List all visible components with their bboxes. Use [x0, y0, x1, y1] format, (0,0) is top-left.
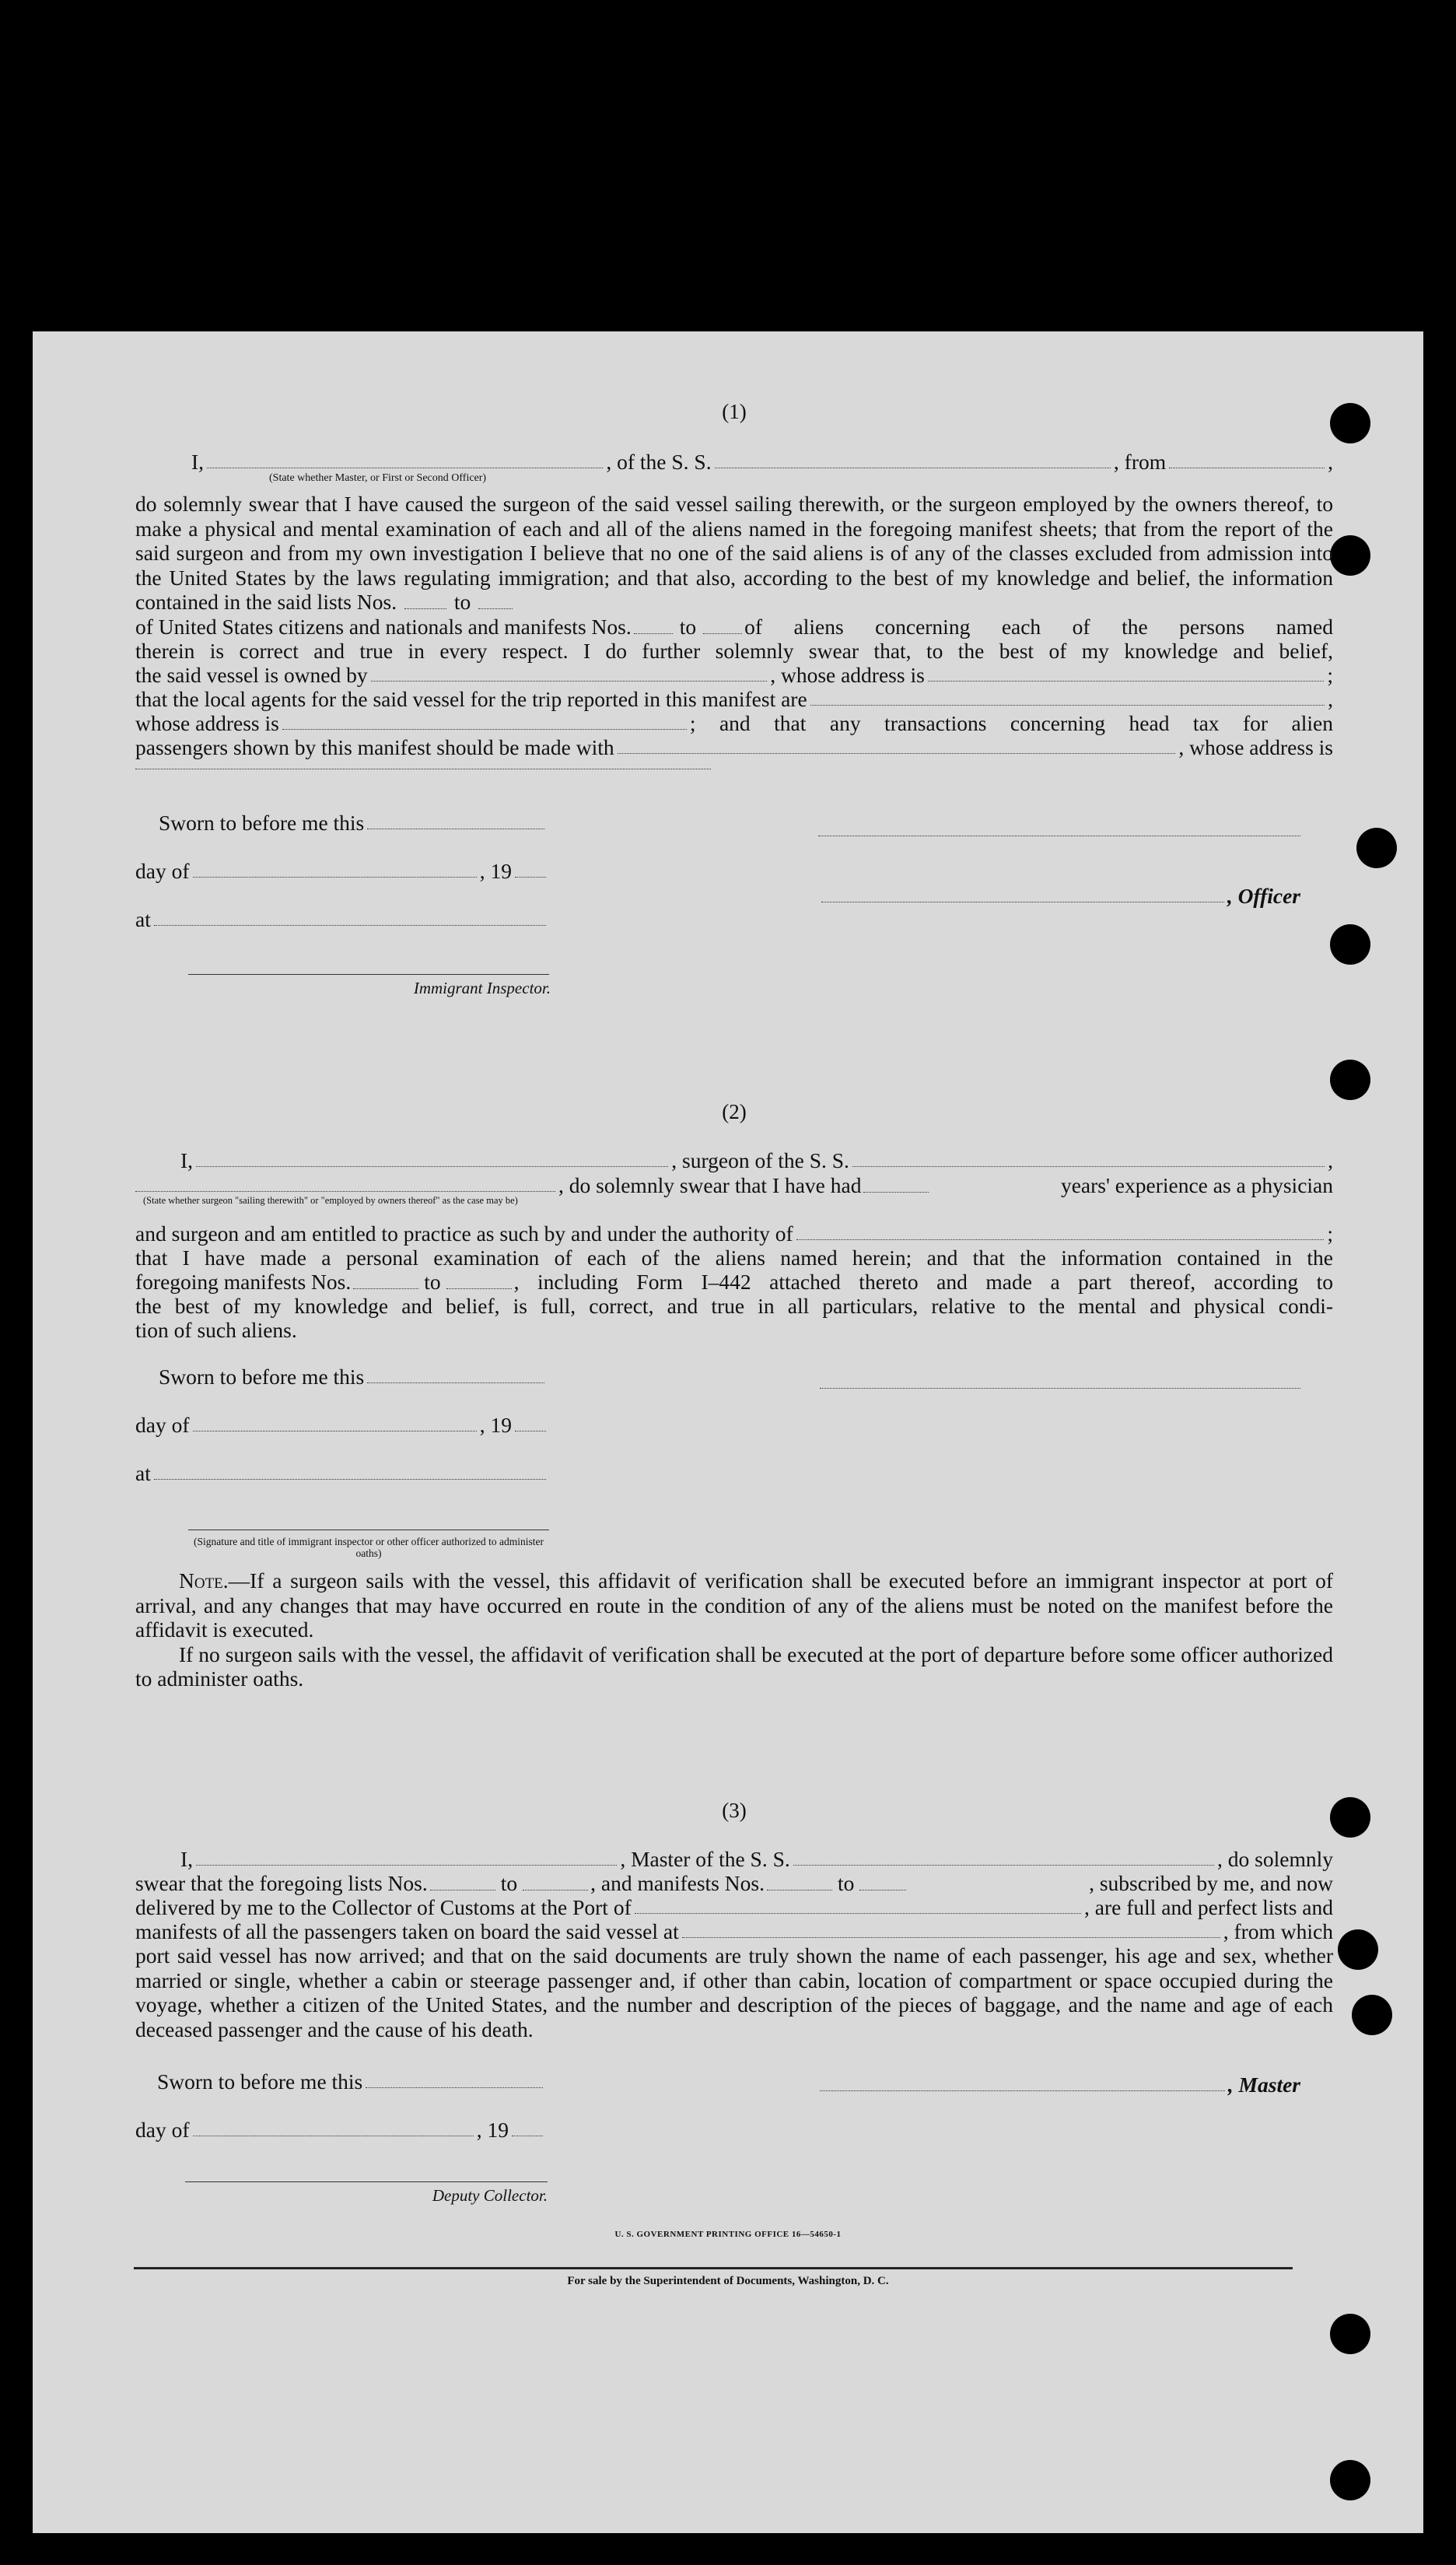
- line-end-comma: ,: [1328, 450, 1334, 474]
- at-label: at: [135, 1461, 151, 1485]
- note-label: Note.: [179, 1568, 229, 1593]
- agents-label: that the local agents for the said vessel for the trip reported in this manifest are: [135, 686, 807, 711]
- day-of-label: day of: [135, 859, 190, 883]
- punch-hole: [1330, 2314, 1370, 2354]
- note-block: [135, 1568, 1333, 1691]
- manifest-to-blank[interactable]: [446, 1288, 512, 1289]
- years-blank[interactable]: [863, 1192, 929, 1193]
- semicolon: ;: [1327, 1221, 1333, 1246]
- to-label: to: [837, 1871, 855, 1895]
- head-tax-agent-blank[interactable]: [618, 753, 1176, 754]
- aliens-text: of aliens concerning each of the persons named: [744, 614, 1333, 639]
- manifests-all-text: manifests of all the passengers taken on board the said vessel at: [135, 1919, 679, 1943]
- agent-address-line: [135, 711, 1333, 735]
- officer-instruction: (State whether Master, or First or Second Officer): [269, 472, 487, 484]
- at-line: [135, 907, 1333, 931]
- authority-text: and surgeon and am entitled to practice as such by and under the authority of: [135, 1221, 793, 1246]
- punch-hole: [1356, 828, 1397, 868]
- section-1-oath: [135, 492, 1333, 769]
- oath-text: do solemnly swear that I have caused the surgeon of the said vessel sailing therewith, or the surgeon employed by the owners thereof, to make a physical and mental examination of each and all of the aliens named in the foregoing manifest sheets; that from the report of the said surgeon and from my own investigation I believe that no one of the said aliens is of any of the classes excluded from admission into the United States by the laws regulating immigration; and that also, according to the best of my knowledge and belief, the information contained in the said lists Nos.: [135, 492, 1333, 614]
- section-3-number: (3): [722, 1799, 747, 1822]
- swear-line: [135, 1173, 1333, 1207]
- punch-hole: [1330, 403, 1370, 443]
- surgeon-signature-blank[interactable]: [820, 1388, 1300, 1389]
- sworn-label: Sworn to before me this: [159, 811, 365, 835]
- head-tax-text: ; and that any transactions concerning head tax for alien: [689, 710, 1333, 735]
- day-of-line: [135, 2118, 1333, 2142]
- at-label: at: [135, 907, 151, 931]
- vessel-name-blank[interactable]: [793, 1865, 1214, 1866]
- pronoun-i: I,: [191, 450, 205, 474]
- agent-address-blank[interactable]: [282, 729, 687, 730]
- full-lists-text: , are full and perfect lists and: [1084, 1895, 1333, 1919]
- best-text: the best of my knowledge and belief, is full, correct, and true in all particulars, relative to the mental and physical condi-: [135, 1294, 1333, 1318]
- owner-address-blank[interactable]: [928, 681, 1325, 682]
- head-tax-address-blank[interactable]: [135, 759, 711, 769]
- sworn-day-blank[interactable]: [367, 1382, 544, 1383]
- day-of-label: day of: [135, 2118, 190, 2142]
- section-3-body: [135, 1847, 1333, 2041]
- port-blank[interactable]: [635, 1913, 1081, 1914]
- sworn-day-blank[interactable]: [366, 2087, 543, 2088]
- manifest-from-blank[interactable]: [634, 633, 673, 634]
- passengers-text: passengers shown by this manifest should be made with: [135, 734, 614, 759]
- year-label: , 19: [479, 1413, 512, 1437]
- list-to-blank[interactable]: [478, 608, 513, 609]
- section-1-header-line: [135, 450, 1333, 485]
- to-label: to: [453, 590, 471, 614]
- exam-text: that I have made a personal examination of each of the aliens named herein; and that the information contained in the: [135, 1246, 1333, 1270]
- citizens-line: [135, 615, 1333, 639]
- section-1-number: (1): [722, 400, 747, 423]
- punch-hole: [1330, 1797, 1370, 1838]
- comma: ,: [1328, 1148, 1333, 1172]
- agents-blank[interactable]: [810, 705, 1325, 706]
- collector-signature-line[interactable]: [185, 2181, 548, 2182]
- year-label: , 19: [476, 2118, 509, 2142]
- sworn-label: Sworn to before me this: [159, 1365, 365, 1389]
- note-text-1: —If a surgeon sails with the vessel, this affidavit of verification shall be executed before an immigrant inspector at port of arrival, and any changes that may have occurred en route in the condition of any of the aliens must be noted on the manifest before the affidavit is executed.: [135, 1568, 1333, 1642]
- note-paragraph-1: [135, 1568, 1333, 1642]
- master-of-label: , Master of the S. S.: [620, 1847, 790, 1871]
- owned-by-label: the said vessel is owned by: [135, 662, 368, 687]
- to-label: to: [679, 614, 697, 639]
- surgeon-instruction: (State whether surgeon "sailing therewith" or "employed by owners thereof" as the case may be): [143, 1195, 518, 1206]
- correct-text: therein is correct and true in every respect. I do further solemnly swear that, to the best of my knowledge and belief,: [135, 638, 1333, 663]
- foregoing-text: foregoing manifests Nos.: [135, 1270, 352, 1294]
- surgeon-name-blank[interactable]: [196, 1166, 668, 1167]
- day-of-line: [135, 1413, 1333, 1437]
- manifests-label: , and manifests Nos.: [590, 1871, 765, 1895]
- address-label: , whose address is: [1178, 734, 1333, 759]
- including-text: , including Form I–442 attached thereto and made a part thereof, according to: [513, 1270, 1333, 1294]
- officer-label: , Officer: [1227, 884, 1300, 908]
- correct-line: [135, 639, 1333, 663]
- do-solemnly-text: , do solemnly: [1217, 1847, 1334, 1871]
- punch-hole: [1330, 2460, 1370, 2500]
- from-label: , from: [1113, 450, 1167, 474]
- agents-line: [135, 687, 1333, 711]
- from-which-text: , from which: [1223, 1919, 1333, 1943]
- surgeon-status-blank[interactable]: [135, 1191, 555, 1192]
- semicolon: ;: [1327, 662, 1333, 687]
- master-label: , Master: [1227, 2073, 1300, 2097]
- month-blank[interactable]: [193, 877, 477, 878]
- surgeon-line: [135, 1148, 1333, 1172]
- punch-hole: [1330, 1060, 1370, 1100]
- inspector-signature-line[interactable]: [188, 974, 549, 975]
- of-ss-label: , of the S. S.: [606, 450, 712, 474]
- owner-line: [135, 663, 1333, 687]
- vessel-name-blank[interactable]: [852, 1166, 1325, 1167]
- section-3-paragraph: port said vessel has now arrived; and that on the said documents are truly shown the name of each passenger, his age and sex, whether married or single, whether a cabin or steerage passenger and, if other than cabin, location of compartment or space occupied during the voyage, whether a citizen of the United States, and the number and description of the pieces of baggage, and the name and age of each deceased passenger and the cause of his death.: [135, 1943, 1333, 2041]
- section-2-number: (2): [722, 1100, 747, 1123]
- day-of-line: [135, 859, 1333, 883]
- document-page: [33, 331, 1423, 2533]
- master-name-blank[interactable]: [196, 1865, 617, 1866]
- year-label: , 19: [479, 859, 512, 883]
- printing-office-line: U. S. GOVERNMENT PRINTING OFFICE 16—54650-1: [614, 2230, 842, 2239]
- sworn-label: Sworn to before me this: [157, 2069, 363, 2094]
- year-blank[interactable]: [515, 877, 546, 878]
- at-line: [135, 1461, 1333, 1485]
- inspector-label: Immigrant Inspector.: [413, 979, 551, 997]
- punch-hole: [1330, 924, 1370, 965]
- collector-label: Deputy Collector.: [432, 2186, 548, 2205]
- swear-text: , do solemnly swear that I have had: [558, 1173, 862, 1197]
- authority-blank[interactable]: [796, 1239, 1325, 1240]
- signature-instruction: (Signature and title of immigrant inspector or other officer authorized to administer oaths): [194, 1536, 544, 1559]
- to-label: to: [424, 1270, 441, 1294]
- place-blank[interactable]: [154, 1479, 546, 1480]
- punch-hole: [1330, 535, 1370, 576]
- to-label: to: [500, 1871, 518, 1895]
- note-paragraph-2: If no surgeon sails with the vessel, the affidavit of verification shall be executed at the port of departure before some officer authorized to administer oaths.: [135, 1642, 1333, 1691]
- section-1-paragraph: [135, 492, 1333, 615]
- day-of-label: day of: [135, 1413, 190, 1437]
- passengers-line: [135, 735, 1333, 759]
- manifest-to-blank[interactable]: [703, 633, 742, 634]
- swear-lists-text: swear that the foregoing lists Nos.: [135, 1871, 428, 1895]
- place-blank[interactable]: [154, 925, 546, 926]
- years-text: years' experience as a physician: [1060, 1173, 1333, 1197]
- such-text: tion of such aliens.: [135, 1318, 297, 1342]
- comma: ,: [1328, 686, 1333, 711]
- pronoun-i: I,: [180, 1847, 194, 1871]
- sale-notice: For sale by the Superintendent of Documents, Washington, D. C.: [567, 2275, 889, 2287]
- subscribed-text: , subscribed by me, and now: [1089, 1871, 1333, 1895]
- owner-blank[interactable]: [371, 681, 768, 682]
- delivered-text: delivered by me to the Collector of Customs at the Port of: [135, 1895, 632, 1919]
- section-3-sworn-block: [135, 2069, 1333, 2097]
- master-signature-blank[interactable]: [820, 2090, 1225, 2091]
- pronoun-i: I,: [180, 1148, 194, 1172]
- manifest-from-blank[interactable]: [353, 1288, 418, 1289]
- address-label: whose address is: [135, 710, 279, 735]
- punch-hole: [1352, 1995, 1392, 2035]
- citizens-text: of United States citizens and nationals and manifests Nos.: [135, 614, 632, 639]
- section-2-sworn-block: [135, 1365, 1333, 1389]
- section-1-sworn-block: [135, 811, 1333, 835]
- departure-port-blank[interactable]: [682, 1937, 1220, 1938]
- address-label: , whose address is: [770, 662, 925, 687]
- footer-rule: [134, 2267, 1293, 2269]
- list-from-blank[interactable]: [404, 608, 446, 609]
- punch-hole: [1338, 1929, 1378, 1970]
- section-2-body: [135, 1221, 1333, 1342]
- surgeon-of-label: , surgeon of the S. S.: [671, 1148, 849, 1172]
